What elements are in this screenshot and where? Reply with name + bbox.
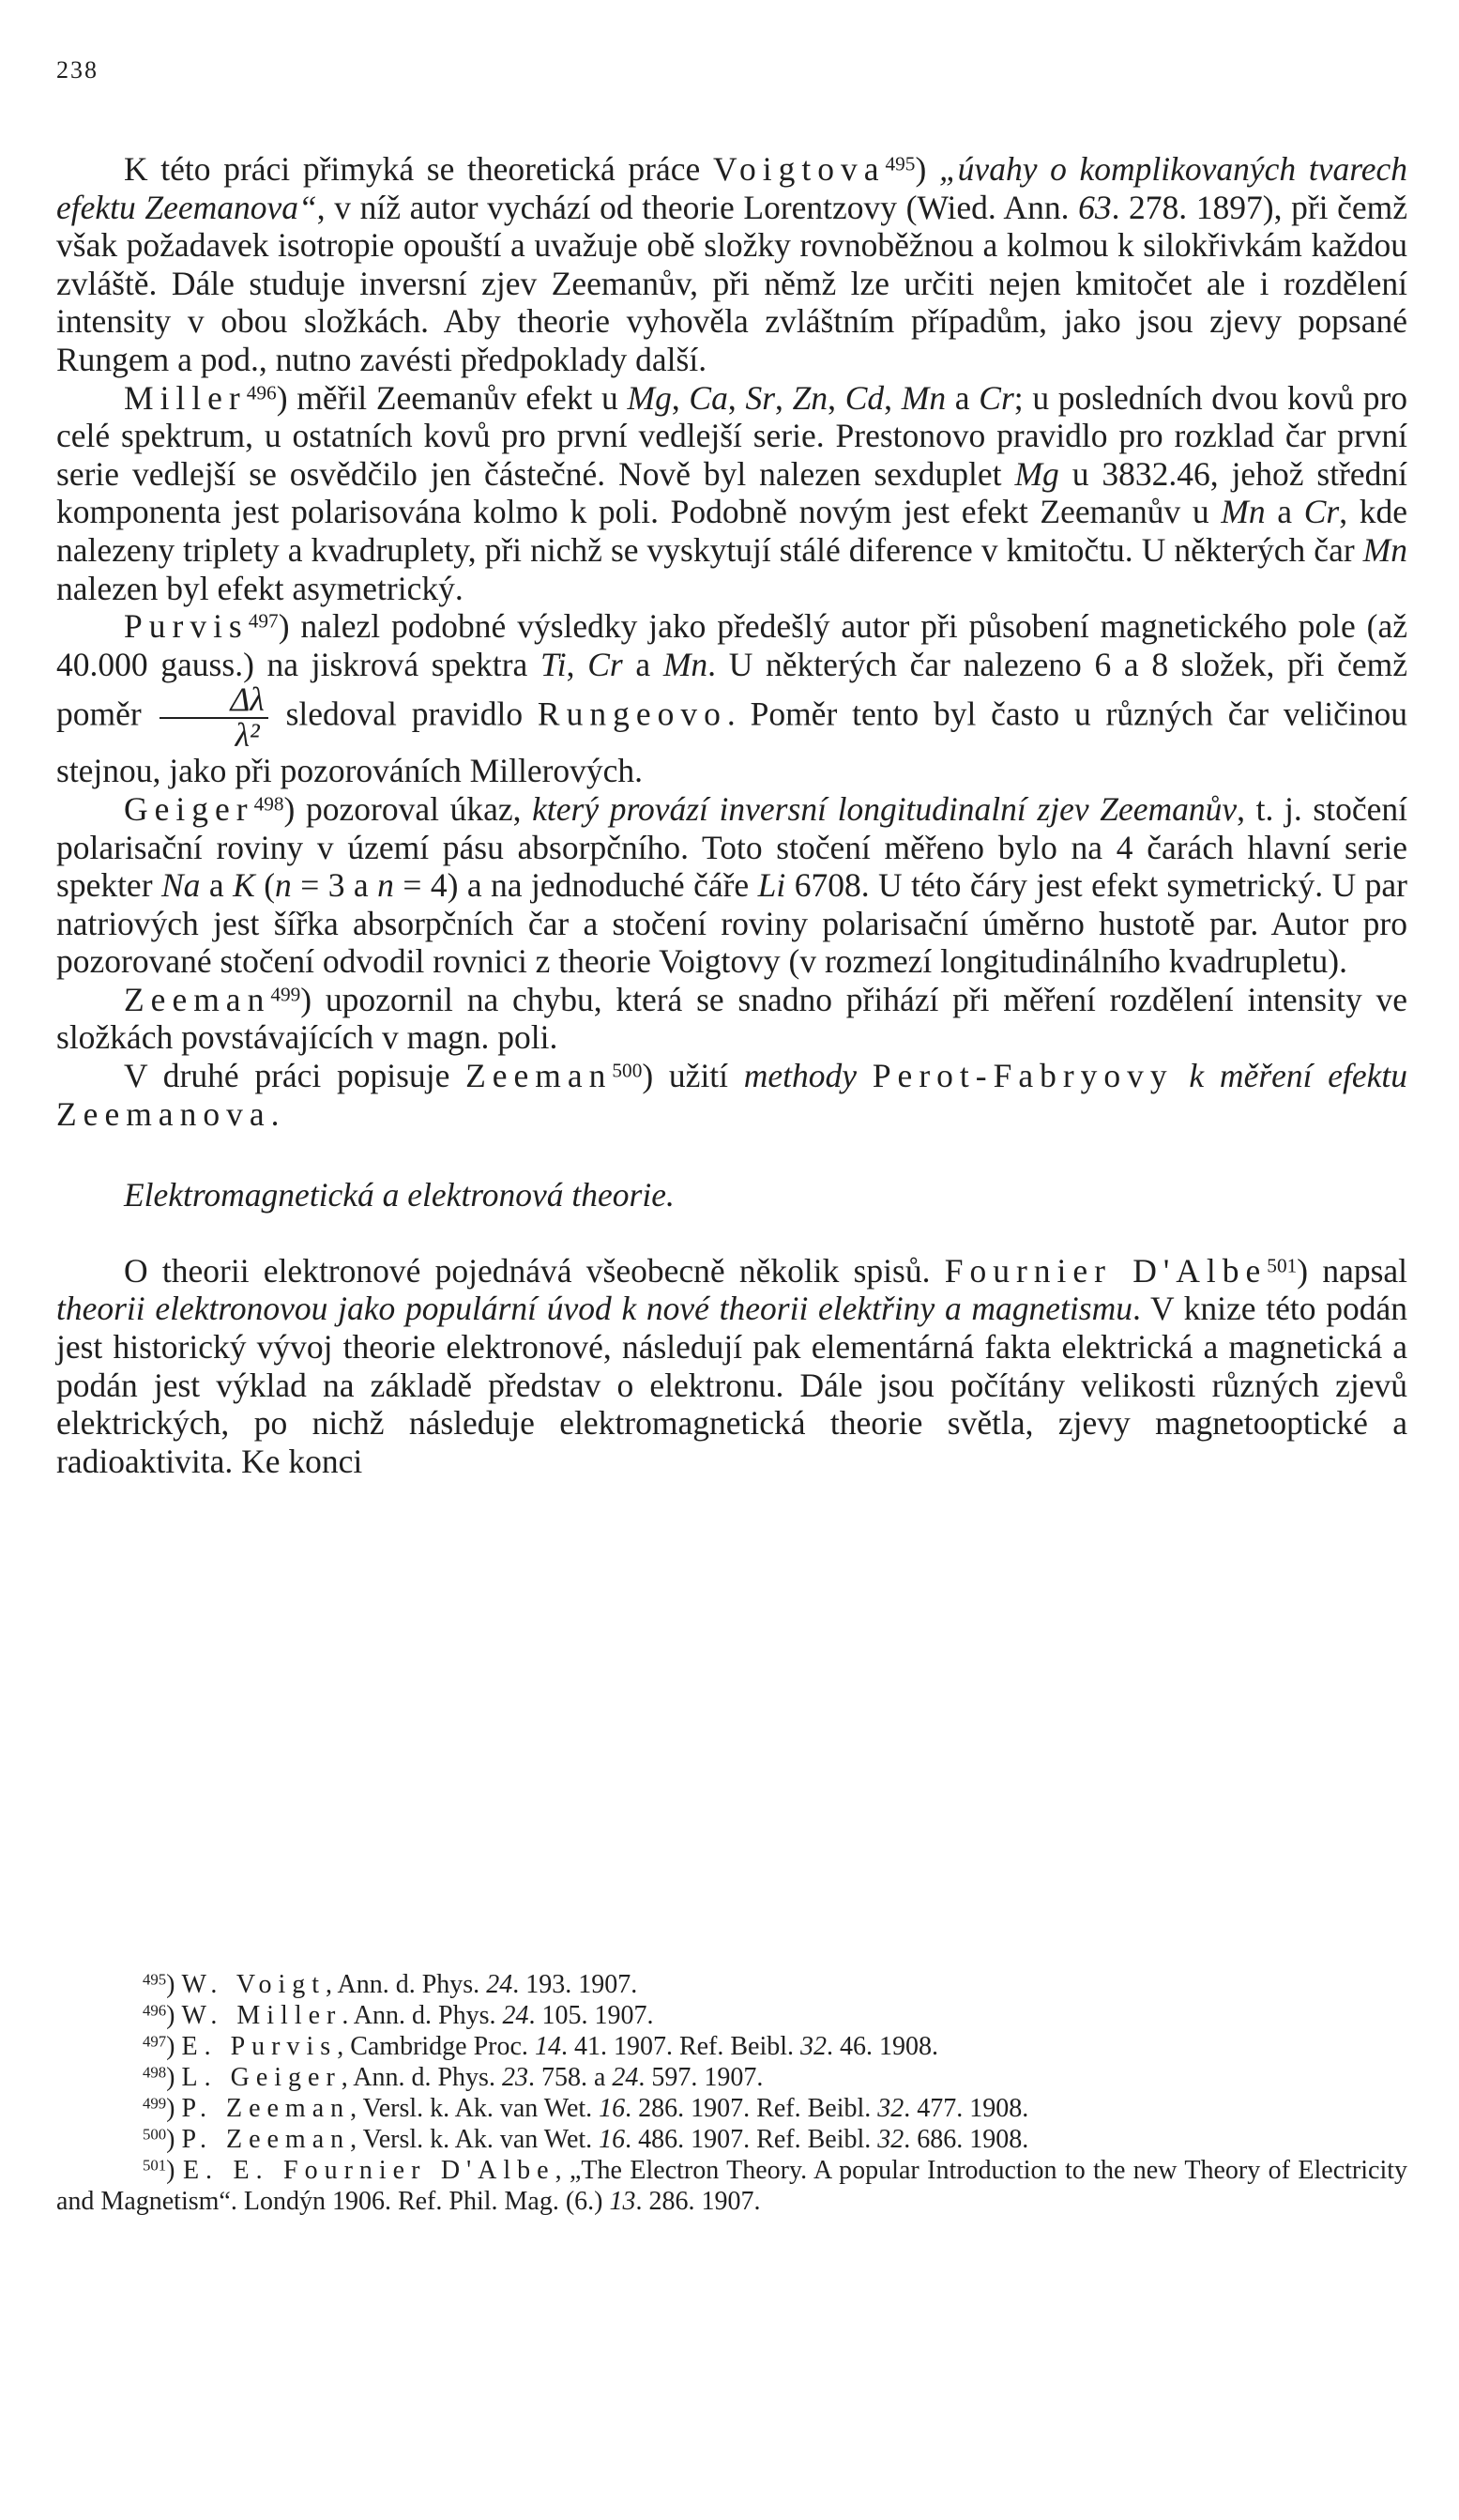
author-name: Fournier D'Albe [944,1251,1268,1290]
footnote-ref: 496 [246,380,277,404]
footnote: $^{498}$) L. Geiger, Ann. d. Phys. 23. 758. a 24. 597. 1907. [143,2063,764,2092]
footnote: $^{495}$) W. Voigt, Ann. d. Phys. 24. 193. 1907. [143,1970,638,1999]
footnote-ref: 497 [248,609,279,633]
footnote-ref: 495 [885,152,916,176]
paragraph-geiger: Geiger$^{498}$) pozoroval úkaz, který provází inversní longitudinalní zjev Zeemanův, t. j. stočení polarisační roviny v území pásu absorpčního. Toto stočení měřeno bylo na 4 čarách hlavní serie spekter Na a K (n = 3 a n = 4) a na jednoduché čáře Li 6708. U této čáry jest efekt symetrický. U par natriových jest šířka absorpčních čar a stočení roviny polarisační úměrno hustotě par. Autor pro pozorované stočení odvodil rovnici z theorie Voigtovy (v rozmezí longitudinálního kvadrupletu). [56,789,1407,981]
work-title: který provází inversní longitudinalní zjev Zeemanův [532,789,1238,828]
page-number: 238 [56,56,99,84]
footnote: $^{496}$) W. Miller. Ann. d. Phys. 24. 105. 1907. [143,2001,654,2030]
footnote: $^{499}$) P. Zeeman, Versl. k. Ak. van Wet. 16. 286. 1907. Ref. Beibl. 32. 477. 1908. [143,2094,1029,2123]
author-name: Voigtova [712,150,886,188]
footnote: $^{500}$) P. Zeeman, Versl. k. Ak. van Wet. 16. 486. 1907. Ref. Beibl. 32. 686. 1908. [143,2125,1029,2154]
footnote: $^{497}$) E. Purvis, Cambridge Proc. 14. 41. 1907. Ref. Beibl. 32. 46. 1908. [143,2032,939,2061]
fraction-delta-lambda: $\frac{\Delta\lambda}{\text{λ²}}$ [160,683,268,752]
section-heading: Elektromagnetická a elektronová theorie. [124,1176,675,1214]
footnote-ref: 501 [1267,1254,1298,1277]
paragraph-purvis: Purvis$^{497}$) nalezl podobné výsledky jako předešlý autor při působení magnetického pole (až 40.000 gauss.) na jiskrová spektra Ti, Cr a Mn. U některých čar nalezeno 6 a 8 složek, při čemž poměr $\frac{\Delta\lambda}{\text{λ²}}$ sledoval pravidlo Rungeovo. Poměr tento byl často u různých čar veličinou stejnou, jako při pozorováních Millerových. [56,607,1407,790]
paragraph-zeeman-2: V druhé práci popisuje Zeeman$^{500}$) užití methody Perot-Fabryovy k měření efektu Zeemanova. [56,1057,1408,1133]
work-title: „úvahy o komplikovaných tvarech efektu Zeemanova“ [56,150,1407,226]
main-text [56,150,1407,1480]
footnote-ref: 500 [612,1059,643,1082]
paragraph-zeeman-1: Zeeman$^{499}$) upozornil na chybu, která se snadno přihází při měření rozdělení intensity ve složkách povstávajících v magn. poli. [56,980,1407,1057]
paragraph-fournier: O theorii elektronové pojednává všeobecně několik spisů. Fournier D'Albe$^{501}$) napsal theorii elektronovou jako populární úvod k nové theorii elektřiny a magnetismu. V knize této podán jest historický vývoj theorie elektronové, následují pak elementárná fakta elektrická a magnetická a podán jest výklad na základě představ o elektronu. Dále jsou počítány velikosti různých zjevů elektrických, po nichž následuje elektromagnetická theorie světla, zjevy magnetooptické a radioaktivita. Ke konci [56,1251,1408,1480]
author-name: Purvis [124,607,249,646]
author-name: Zeeman [124,980,271,1018]
footnotes [56,1969,1407,2217]
footnote: $^{501}$) E. E. Fournier D'Albe, „The Electron Theory. A popular Introduction to the new Theory of Electricity and Magnetism“. Londýn 1906. Ref. Phil. Mag. (6.) 13. 286. 1907. [56,2156,1408,2216]
paragraph-voigt: K této práci přimyká se theoretická práce Voigtova$^{495}$) „úvahy o komplikovaných tvarech efektu Zeemanova“, v níž autor vychází od theorie Lorentzovy (Wied. Ann. 63. 278. 1897), při čemž však požadavek isotropie opouští a uvažuje obě složky rovnoběžnou a kolmou k silokřivkám každou zvláště. Dále studuje inversní zjev Zeemanův, při němž lze určiti nejen kmitočet ale i rozdělení intensity v obou složkách. Aby theorie vyhověla zvláštním případům, jako jsou zjevy popsané Rungem a pod., nutno zavésti předpoklady další. [56,150,1408,378]
footnote-ref: 499 [270,983,301,1006]
work-title: theorii elektronovou jako populární úvod k nové theorii elektřiny a magnetismu [56,1290,1132,1328]
author-name: Miller [124,378,247,417]
paragraph-miller: Miller$^{496}$) měřil Zeemanův efekt u Mg, Ca, Sr, Zn, Cd, Mn a Cr; u posledních dvou kovů pro celé spektrum, u ostatních kovů pro první vedlejší serie. Prestonovo pravidlo pro rozklad čar první serie vedlejší se osvědčilo jen částečné. Nově byl nalezen sexduplet Mg u 3832.46, jehož střední komponenta jest polarisována kolmo k poli. Podobně novým jest efekt Zeemanův u Mn a Cr, kde nalezeny triplety a kvadruplety, při nichž se vyskytují stálé diference v kmitočtu. U některých čar Mn nalezen byl efekt asymetrický. [56,378,1408,607]
author-name: Zeeman [465,1057,613,1095]
footnote-ref: 498 [253,792,284,816]
author-name: Geiger [124,789,254,828]
